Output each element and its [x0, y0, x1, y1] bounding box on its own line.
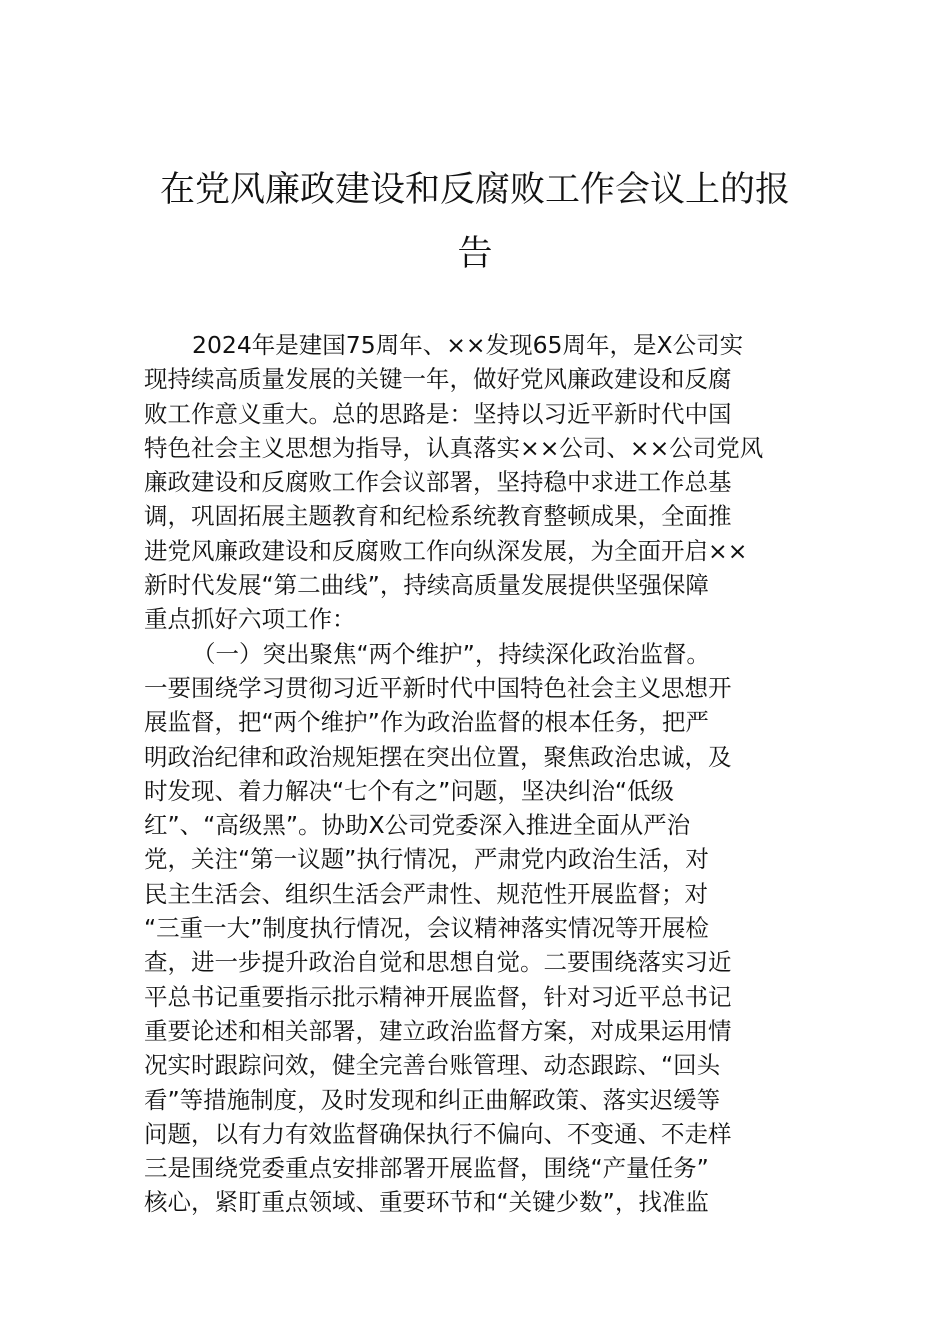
paragraph-2-line: 况实时跟踪问效，健全完善台账管理、动态跟踪、“回头 [144, 1051, 721, 1080]
paragraph-1-line: 特色社会主义思想为指导，认真落实××公司、××公司党风 [144, 433, 764, 462]
paragraph-2-line: 明政治纪律和政治规矩摆在突出位置，聚焦政治忠诚，及 [144, 742, 732, 771]
paragraph-1-line: 败工作意义重大。总的思路是：坚持以习近平新时代中国 [144, 399, 732, 428]
paragraph-1-line: 2024年是建国75周年、××发现65周年，是X公司实 [192, 331, 744, 359]
paragraph-1-line: 进党风廉政建设和反腐败工作向纵深发展，为全面开启×× [144, 536, 748, 565]
paragraph-1-line: 廉政建设和反腐败工作会议部署，坚持稳中求进工作总基 [144, 468, 732, 497]
document-title [140, 158, 810, 286]
paragraph-2-line: 党，关注“第一议题”执行情况，严肃党内政治生活，对 [144, 845, 709, 874]
paragraph-2-line: “三重一大”制度执行情况，会议精神落实情况等开展检 [144, 914, 709, 943]
title-line-2: 告 [457, 234, 493, 274]
paragraph-2-line: 时发现、着力解决“七个有之”问题，坚决纠治“低级 [144, 776, 675, 805]
paragraph-2-line: 核心，紧盯重点领域、重要环节和“关键少数”，找准监 [144, 1188, 709, 1217]
paragraph-2-line: 看”等措施制度，及时发现和纠正曲解政策、落实迟缓等 [144, 1085, 721, 1114]
paragraph-2-line: 一要围绕学习贯彻习近平新时代中国特色社会主义思想开 [144, 673, 732, 702]
paragraph-2-line: 民主生活会、组织生活会严肃性、规范性开展监督；对 [144, 879, 708, 908]
paragraph-1-line: 调，巩固拓展主题教育和纪检系统教育整顿成果，全面推 [144, 502, 732, 531]
paragraph-2-line: 展监督，把“两个维护”作为政治监督的根本任务，把严 [144, 708, 709, 737]
section-heading-1: （一）突出聚焦“两个维护”，持续深化政治监督。 [192, 639, 710, 668]
paragraph-1-line: 现持续高质量发展的关键一年，做好党风廉政建设和反腐 [144, 365, 732, 394]
paragraph-2-line: 查，进一步提升政治自觉和思想自觉。二要围绕落实习近 [144, 948, 732, 977]
paragraph-2-line: 平总书记重要指示批示精神开展监督，针对习近平总书记 [144, 982, 732, 1011]
title-line-1: 在党风廉政建设和反腐败工作会议上的报 [159, 170, 790, 210]
paragraph-2-line: 问题，以有力有效监督确保执行不偏向、不变通、不走样 [144, 1119, 732, 1148]
paragraph-1-line: 重点抓好六项工作： [144, 605, 356, 634]
paragraph-2-line: 红”、“高级黑”。协助X公司党委深入推进全面从严治 [144, 811, 691, 840]
document-body [144, 328, 809, 1220]
paragraph-2-line: 三是围绕党委重点安排部署开展监督，围绕“产量任务” [144, 1154, 709, 1183]
paragraph-2-line: 重要论述和相关部署，建立政治监督方案，对成果运用情 [144, 1016, 732, 1045]
paragraph-1-line: 新时代发展“第二曲线”，持续高质量发展提供坚强保障 [144, 571, 709, 600]
